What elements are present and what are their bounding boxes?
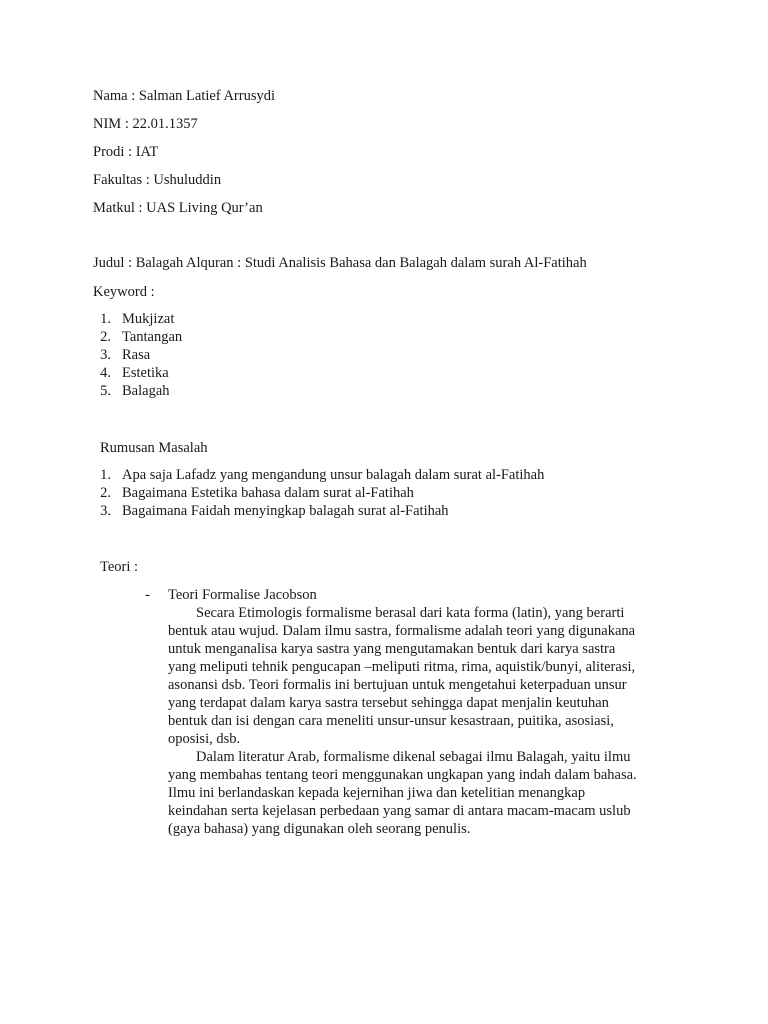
list-text: Bagaimana Estetika bahasa dalam surat al-Fatihah <box>122 485 414 501</box>
list-text: Estetika <box>122 365 169 381</box>
rumusan-heading: Rumusan Masalah <box>100 440 208 456</box>
list-text: Tantangan <box>122 329 183 345</box>
paragraph-line: untuk menganalisa karya sastra yang mengutamakan bentuk dari karya sastra <box>168 641 616 657</box>
dash-bullet: - <box>145 587 150 603</box>
list-text: Mukjizat <box>122 311 175 327</box>
paragraph-line: bentuk atau wujud. Dalam ilmu sastra, formalisme adalah teori yang digunakana <box>168 623 636 639</box>
teori-heading: Teori : <box>100 559 139 575</box>
list-text: Balagah <box>122 383 170 399</box>
paragraph-line: keindahan serta kejelasan perbedaan yang samar di antara macam-macam uslub <box>168 803 631 819</box>
paragraph-line: Secara Etimologis formalisme berasal dari kata forma (latin), yang berarti <box>196 605 625 621</box>
list-number: 1. <box>100 467 111 483</box>
list-number: 3. <box>100 347 111 363</box>
list-text: Apa saja Lafadz yang mengandung unsur balagah dalam surat al-Fatihah <box>122 467 545 483</box>
nim-line: NIM : 22.01.1357 <box>93 116 198 132</box>
judul-line: Judul : Balagah Alquran : Studi Analisis Bahasa dan Balagah dalam surah Al-Fatihah <box>93 255 587 271</box>
list-text: Rasa <box>122 347 151 363</box>
paragraph-line: oposisi, dsb. <box>168 731 241 747</box>
matkul-line: Matkul : UAS Living Qur’an <box>93 200 263 216</box>
paragraph-line: asonansi dsb. Teori formalis ini bertujuan untuk mengetahui keterpaduan unsur <box>168 677 627 693</box>
paragraph-line: Ilmu ini berlandaskan kepada kejernihan jiwa dan ketelitian menangkap <box>168 785 586 801</box>
list-number: 5. <box>100 383 111 399</box>
paragraph-line: bentuk dan isi dengan cara meneliti unsur-unsur kesastraan, puitika, asosiasi, <box>168 713 614 729</box>
paragraph-line: yang terdapat dalam karya sastra tersebut sehingga dapat menjalin keutuhan <box>168 695 609 711</box>
paragraph-line: yang membahas tentang teori menggunakan ungkapan yang indah dalam bahasa. <box>168 767 637 783</box>
paragraph-line: Dalam literatur Arab, formalisme dikenal sebagai ilmu Balagah, yaitu ilmu <box>196 749 631 765</box>
fakultas-line: Fakultas : Ushuluddin <box>93 172 222 188</box>
list-number: 1. <box>100 311 111 327</box>
teori-subheading: Teori Formalise Jacobson <box>168 587 317 603</box>
list-text: Bagaimana Faidah menyingkap balagah surat al-Fatihah <box>122 503 449 519</box>
paragraph-line: yang meliputi tehnik pengucapan –meliputi ritma, rima, aquistik/bunyi, aliterasi, <box>168 659 636 675</box>
list-number: 4. <box>100 365 111 381</box>
nama-line: Nama : Salman Latief Arrusydi <box>93 88 276 104</box>
list-number: 3. <box>100 503 111 519</box>
teori-paragraph-1 <box>168 604 678 748</box>
paragraph-line: (gaya bahasa) yang digunakan oleh seorang penulis. <box>168 821 471 837</box>
prodi-line: Prodi : IAT <box>93 144 159 160</box>
keyword-heading: Keyword : <box>93 284 155 300</box>
teori-paragraph-2 <box>168 748 678 838</box>
list-number: 2. <box>100 485 111 501</box>
list-number: 2. <box>100 329 111 345</box>
